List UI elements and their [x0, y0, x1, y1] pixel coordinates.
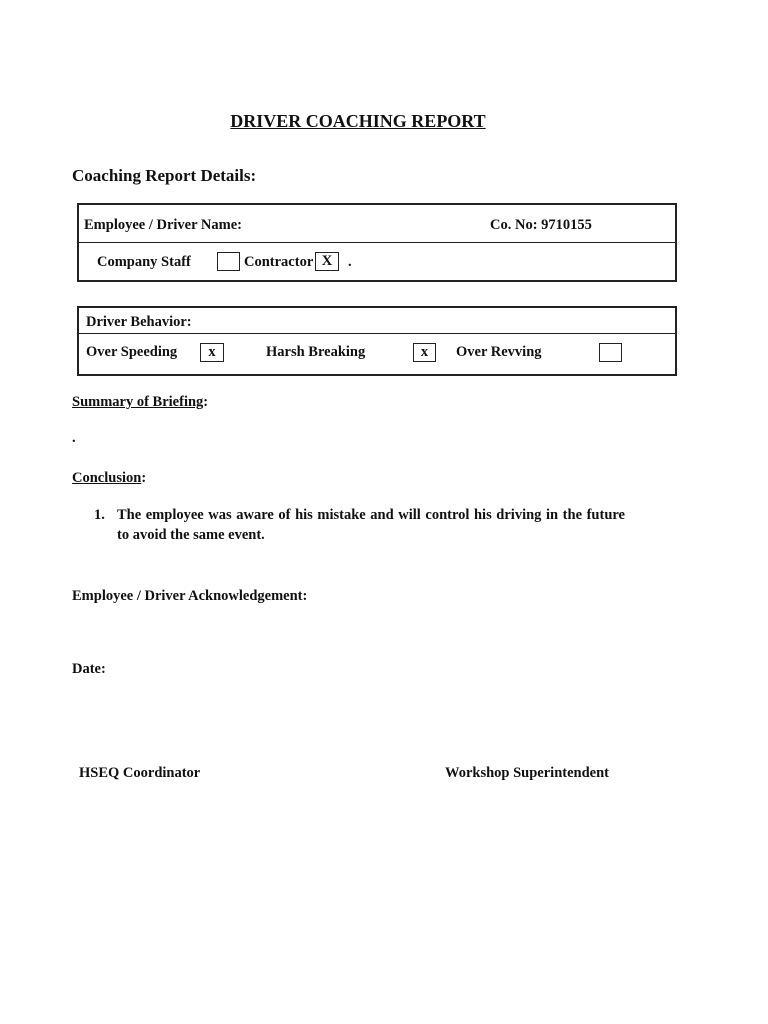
company-staff-label: Company Staff: [97, 254, 191, 270]
over-speeding-label: Over Speeding: [86, 344, 178, 360]
harsh-breaking-checkbox[interactable]: x: [413, 343, 436, 362]
behavior-heading: Driver Behavior:: [86, 314, 192, 330]
over-revving-checkbox[interactable]: [599, 343, 622, 362]
summary-heading: Summary of Briefing: [72, 394, 204, 410]
company-staff-checkbox[interactable]: [217, 252, 240, 271]
details-divider: [77, 242, 677, 243]
over-speeding-checkbox[interactable]: x: [200, 343, 224, 362]
contractor-checkbox[interactable]: X: [315, 252, 339, 271]
summary-colon: :: [203, 394, 209, 410]
behavior-divider: [77, 333, 677, 334]
conclusion-heading: Conclusion: [72, 470, 142, 486]
conclusion-item-text: The employee was aware of his mistake and will control his driving in the future to avoid the same event.: [117, 507, 625, 543]
contractor-label: Contractor: [244, 254, 314, 270]
summary-body: .: [72, 430, 76, 446]
section-heading: Coaching Report Details:: [72, 166, 257, 185]
signature-hseq-coordinator: HSEQ Coordinator: [79, 765, 201, 781]
signature-workshop-superintendent: Workshop Superintendent: [445, 765, 609, 781]
harsh-breaking-label: Harsh Breaking: [266, 344, 366, 360]
co-no-label: Co. No: 9710155: [490, 217, 592, 233]
date-label: Date:: [72, 661, 106, 677]
report-title: DRIVER COACHING REPORT: [230, 111, 486, 131]
summary-heading-row: [72, 394, 208, 411]
acknowledgement-label: Employee / Driver Acknowledgement:: [72, 588, 308, 604]
details-trailing-dot: .: [348, 254, 352, 270]
conclusion-heading-row: [72, 470, 146, 487]
employee-name-label: Employee / Driver Name:: [84, 217, 242, 233]
conclusion-item-number: 1.: [94, 507, 105, 523]
conclusion-colon: :: [141, 470, 147, 486]
over-revving-label: Over Revving: [456, 344, 542, 360]
